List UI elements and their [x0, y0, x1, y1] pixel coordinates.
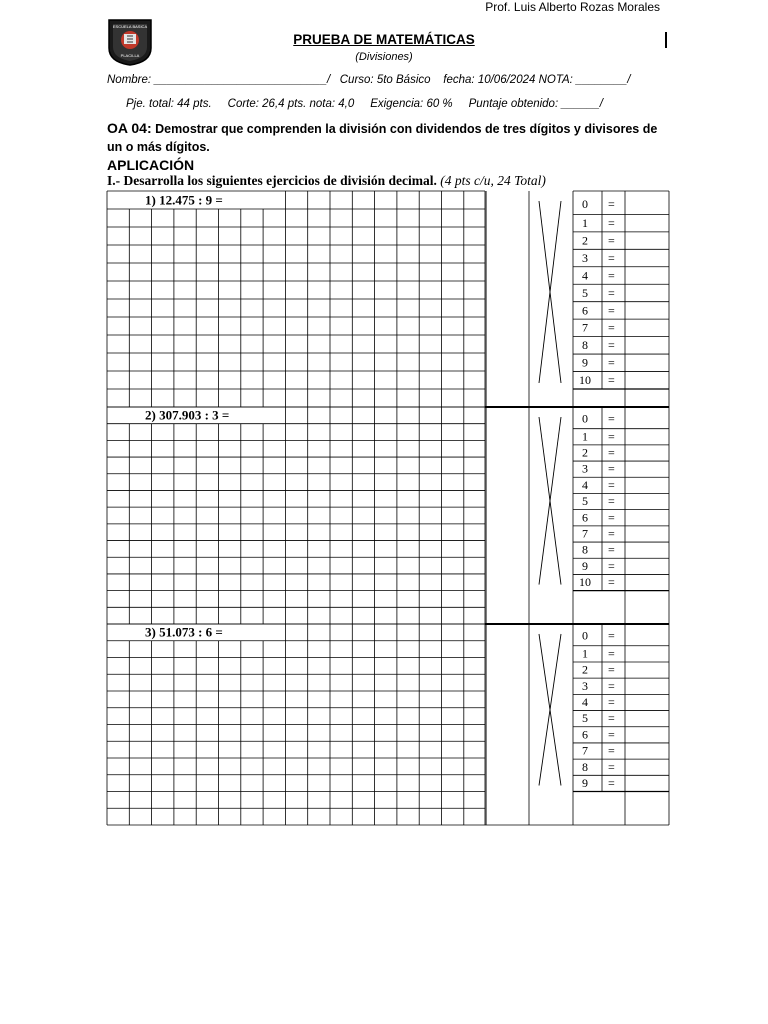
equals-sign: =	[608, 233, 615, 248]
table-row-number: 3	[582, 250, 588, 265]
equals-sign: =	[608, 445, 615, 460]
equals-sign: =	[608, 411, 615, 426]
equals-sign: =	[608, 320, 615, 335]
equals-sign: =	[608, 678, 615, 693]
objective-text: Demostrar que comprenden la división con dividendos de tres dígitos y divisores de un o más dígitos.	[107, 122, 658, 154]
table-row-number: 1	[582, 215, 588, 230]
equals-sign: =	[608, 338, 615, 353]
equals-sign: =	[608, 775, 615, 790]
equals-sign: =	[608, 575, 615, 590]
table-row-number: 8	[582, 542, 588, 557]
crest-top-text: ESCUELA BASICA	[112, 24, 148, 29]
score-info-line: Pje. total: 44 pts. Corte: 26,4 pts. nota: 4,0 Exigencia: 60 % Puntaje obtenido: ______/	[126, 98, 603, 110]
equals-sign: =	[608, 285, 615, 300]
equals-sign: =	[608, 646, 615, 661]
equals-sign: =	[608, 196, 615, 211]
equals-sign: =	[608, 355, 615, 370]
equals-sign: =	[608, 695, 615, 710]
equals-sign: =	[608, 215, 615, 230]
objective-code: OA 04:	[107, 120, 152, 136]
equals-sign: =	[608, 526, 615, 541]
table-row-number: 4	[582, 268, 588, 283]
table-row-number: 2	[582, 445, 588, 460]
instruction-points: (4 pts c/u, 24 Total)	[440, 173, 546, 188]
equals-sign: =	[608, 542, 615, 557]
equals-sign: =	[608, 429, 615, 444]
student-info-line: Nombre: ___________________________/ Curso: 5to Básico fecha: 10/06/2024 NOTA: ________/	[107, 74, 631, 86]
table-row-number: 6	[582, 510, 588, 525]
table-row-number: 0	[582, 411, 588, 426]
table-row-number: 9	[582, 558, 588, 573]
table-row-number: 4	[582, 695, 588, 710]
table-row-number: 9	[582, 355, 588, 370]
table-row-number: 1	[582, 646, 588, 661]
page-subtitle: (Divisiones)	[355, 51, 413, 63]
instruction-text: I.- Desarrolla los siguientes ejercicios de división decimal.	[107, 173, 437, 188]
table-row-number: 7	[582, 320, 588, 335]
table-row-number: 9	[582, 775, 588, 790]
equals-sign: =	[608, 268, 615, 283]
table-row-number: 8	[582, 338, 588, 353]
table-row-number: 7	[582, 743, 588, 758]
table-row-number: 7	[582, 526, 588, 541]
table-row-number: 10	[579, 575, 591, 590]
table-row-number: 5	[582, 711, 588, 726]
table-row-number: 8	[582, 759, 588, 774]
exercise-label: 2) 307.903 : 3 =	[145, 407, 230, 423]
table-row-number: 4	[582, 477, 588, 492]
exercise-label: 3) 51.073 : 6 =	[145, 624, 223, 640]
table-row-number: 2	[582, 662, 588, 677]
equals-sign: =	[608, 250, 615, 265]
equals-sign: =	[608, 373, 615, 388]
table-row-number: 2	[582, 233, 588, 248]
equals-sign: =	[608, 743, 615, 758]
equals-sign: =	[608, 461, 615, 476]
table-row-number: 3	[582, 678, 588, 693]
equals-sign: =	[608, 494, 615, 509]
equals-sign: =	[608, 558, 615, 573]
table-row-number: 5	[582, 494, 588, 509]
exercise-label: 1) 12.475 : 9 =	[145, 192, 223, 208]
equals-sign: =	[608, 477, 615, 492]
equals-sign: =	[608, 628, 615, 643]
author-name: Prof. Luis Alberto Rozas Morales	[485, 0, 660, 14]
table-row-number: 6	[582, 727, 588, 742]
table-row-number: 3	[582, 461, 588, 476]
table-row-number: 10	[579, 373, 591, 388]
equals-sign: =	[608, 510, 615, 525]
table-row-number: 0	[582, 628, 588, 643]
equals-sign: =	[608, 711, 615, 726]
table-row-number: 1	[582, 429, 588, 444]
equals-sign: =	[608, 303, 615, 318]
table-row-number: 6	[582, 303, 588, 318]
table-row-number: 0	[582, 196, 588, 211]
crest-bottom-text: PLACILLA	[120, 53, 140, 58]
equals-sign: =	[608, 727, 615, 742]
page-title: PRUEBA DE MATEMÁTICAS	[293, 32, 475, 47]
table-row-number: 5	[582, 285, 588, 300]
equals-sign: =	[608, 759, 615, 774]
section-title: APLICACIÓN	[107, 157, 195, 173]
equals-sign: =	[608, 662, 615, 677]
